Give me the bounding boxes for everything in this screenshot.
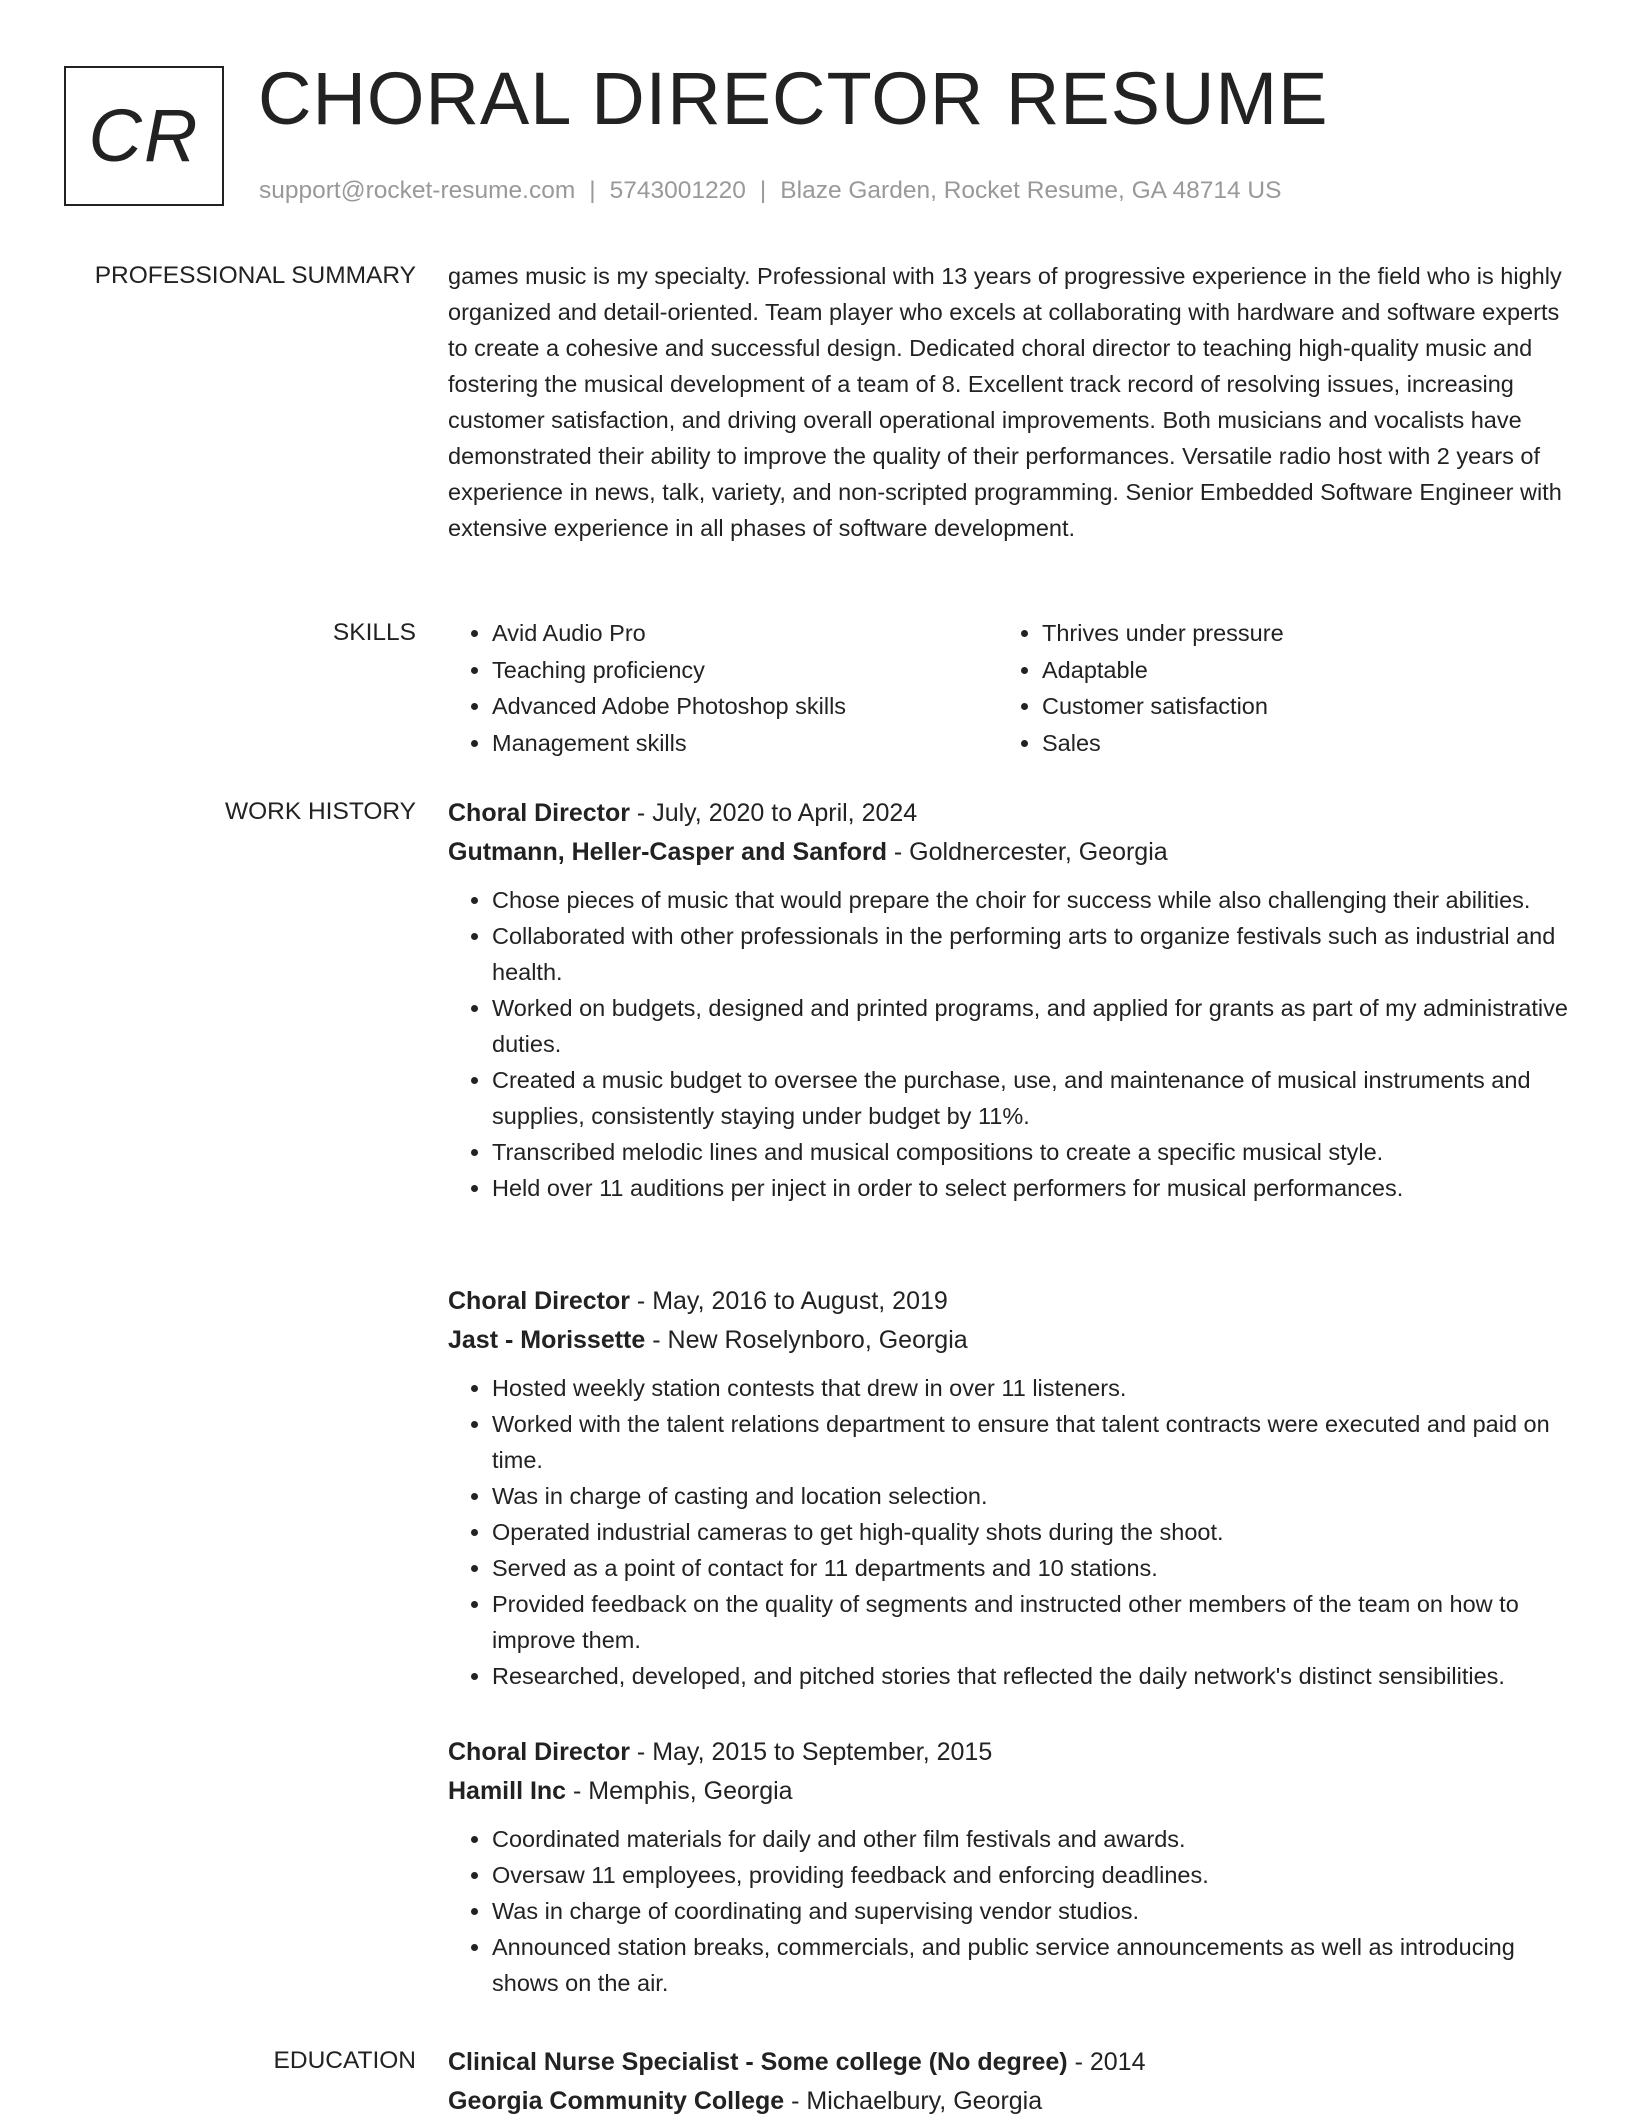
job-dates: - May, 2016 to August, 2019 (629, 1287, 948, 1315)
job-title: Choral Director (448, 799, 630, 827)
job-bullet: • Held over 11 auditions per inject in order to select performers for musical performances. (492, 1170, 1568, 1206)
contact-separator: | (759, 177, 767, 204)
job-bullet: • Served as a point of contact for 11 departments and 10 stations. (492, 1550, 1568, 1586)
summary-body (448, 258, 1568, 546)
job-bullets (448, 882, 1568, 1206)
job-dates: - July, 2020 to April, 2024 (629, 799, 918, 827)
job-bullet: • Researched, developed, and pitched stories that reflected the daily network's distinct sensibilities. (492, 1658, 1568, 1694)
job-bullet: • Oversaw 11 employees, providing feedback and enforcing deadlines. (492, 1857, 1568, 1893)
skills-body (448, 615, 1568, 761)
job-bullet: • Announced station breaks, commercials, and public service announcements as well as introducing shows on the air. (492, 1929, 1568, 2001)
job-title: Choral Director (448, 1287, 630, 1315)
job-bullet: • Worked on budgets, designed and printed programs, and applied for grants as part of my administrative duties. (492, 990, 1568, 1062)
education-school: Georgia Community College (448, 2087, 785, 2115)
monogram-box (64, 66, 224, 206)
skills-list-left (448, 615, 998, 761)
job-company-line (448, 1321, 1568, 1360)
job-bullets (448, 1370, 1568, 1694)
contact-email[interactable]: support@rocket-resume.com (259, 177, 576, 204)
job-bullet: • Operated industrial cameras to get high-quality shots during the shoot. (492, 1514, 1568, 1550)
skill-item: • Thrives under pressure (1042, 615, 1548, 652)
job-location: - Memphis, Georgia (566, 1777, 793, 1805)
education-degree: Clinical Nurse Specialist - Some college (No degree) (448, 2048, 1068, 2076)
job-entry (448, 794, 1568, 1206)
job-bullet: • Provided feedback on the quality of segments and instructed other members of the team on how to improve them. (492, 1586, 1568, 1658)
job-bullet: • Coordinated materials for daily and other film festivals and awards. (492, 1821, 1568, 1857)
skill-item: • Avid Audio Pro (492, 615, 998, 652)
monogram-initials: CR (88, 94, 200, 177)
contact-line (259, 176, 1281, 206)
job-bullet: • Was in charge of coordinating and supervising vendor studios. (492, 1893, 1568, 1929)
skill-item: • Customer satisfaction (1042, 688, 1548, 725)
skill-item: • Adaptable (1042, 652, 1548, 689)
job-company: Jast - Morissette (448, 1326, 646, 1354)
summary-heading: PROFESSIONAL SUMMARY (94, 262, 416, 289)
education-location: - Michaelbury, Georgia (784, 2087, 1043, 2115)
job-bullet: • Chose pieces of music that would prepare the choir for success while also challenging their abilities. (492, 882, 1568, 918)
education-degree-line (448, 2043, 1568, 2082)
job-bullet: • Hosted weekly station contests that drew in over 11 listeners. (492, 1370, 1568, 1406)
education-year: - 2014 (1067, 2048, 1146, 2076)
job-bullet: • Worked with the talent relations department to ensure that talent contracts were executed and paid on time. (492, 1406, 1568, 1478)
summary-text: games music is my specialty. Professional with 13 years of progressive experience in the field who is highly organized and detail-oriented. Team player who excels at collaborating with hardware and software experts to create a cohesive and successful design. Dedicated choral director to teaching high-quality music and fostering the musical development of a team of 8. Excellent track record of resolving issues, increasing customer satisfaction, and driving overall operational improvements. Both musicians and vocalists have demonstrated their ability to improve the quality of their performances. Versatile radio host with 2 years of experience in news, talk, variety, and non-scripted programming. Senior Embedded Software Engineer with extensive experience in all phases of software development. (448, 263, 1562, 541)
job-location: - New Roselynboro, Georgia (645, 1326, 968, 1354)
skill-item: • Teaching proficiency (492, 652, 998, 689)
skills-list-right (998, 615, 1548, 761)
job-title-line (448, 1733, 1568, 1772)
education-heading: EDUCATION (273, 2047, 416, 2074)
job-company: Hamill Inc (448, 1777, 567, 1805)
job-entry (448, 1733, 1568, 2001)
education-body (448, 2043, 1568, 2121)
education-school-line (448, 2082, 1568, 2121)
job-entry (448, 1282, 1568, 1694)
job-title-line (448, 794, 1568, 833)
job-company-line (448, 1772, 1568, 1811)
skill-item: • Sales (1042, 725, 1548, 762)
job-company-line (448, 833, 1568, 872)
job-company: Gutmann, Heller-Casper and Sanford (448, 838, 887, 866)
skill-item: • Advanced Adobe Photoshop skills (492, 688, 998, 725)
job-title: Choral Director (448, 1738, 630, 1766)
job-location: - Goldnercester, Georgia (886, 838, 1168, 866)
contact-phone[interactable]: 5743001220 (609, 177, 746, 204)
job-dates: - May, 2015 to September, 2015 (629, 1738, 993, 1766)
job-bullet: • Transcribed melodic lines and musical compositions to create a specific musical style. (492, 1134, 1568, 1170)
job-bullet: • Collaborated with other professionals in the performing arts to organize festivals such as industrial and health. (492, 918, 1568, 990)
work-heading: WORK HISTORY (224, 798, 416, 825)
job-bullet: • Was in charge of casting and location selection. (492, 1478, 1568, 1514)
resume-title: CHORAL DIRECTOR RESUME (258, 57, 1329, 140)
contact-address: Blaze Garden, Rocket Resume, GA 48714 US (780, 177, 1282, 204)
job-bullet: • Created a music budget to oversee the purchase, use, and maintenance of musical instruments and supplies, consistently staying under budget by 11%. (492, 1062, 1568, 1134)
job-title-line (448, 1282, 1568, 1321)
skills-grid (448, 615, 1568, 761)
skill-item: • Management skills (492, 725, 998, 762)
contact-separator: | (589, 177, 596, 204)
skills-heading: SKILLS (332, 619, 416, 646)
job-bullets (448, 1821, 1568, 2001)
